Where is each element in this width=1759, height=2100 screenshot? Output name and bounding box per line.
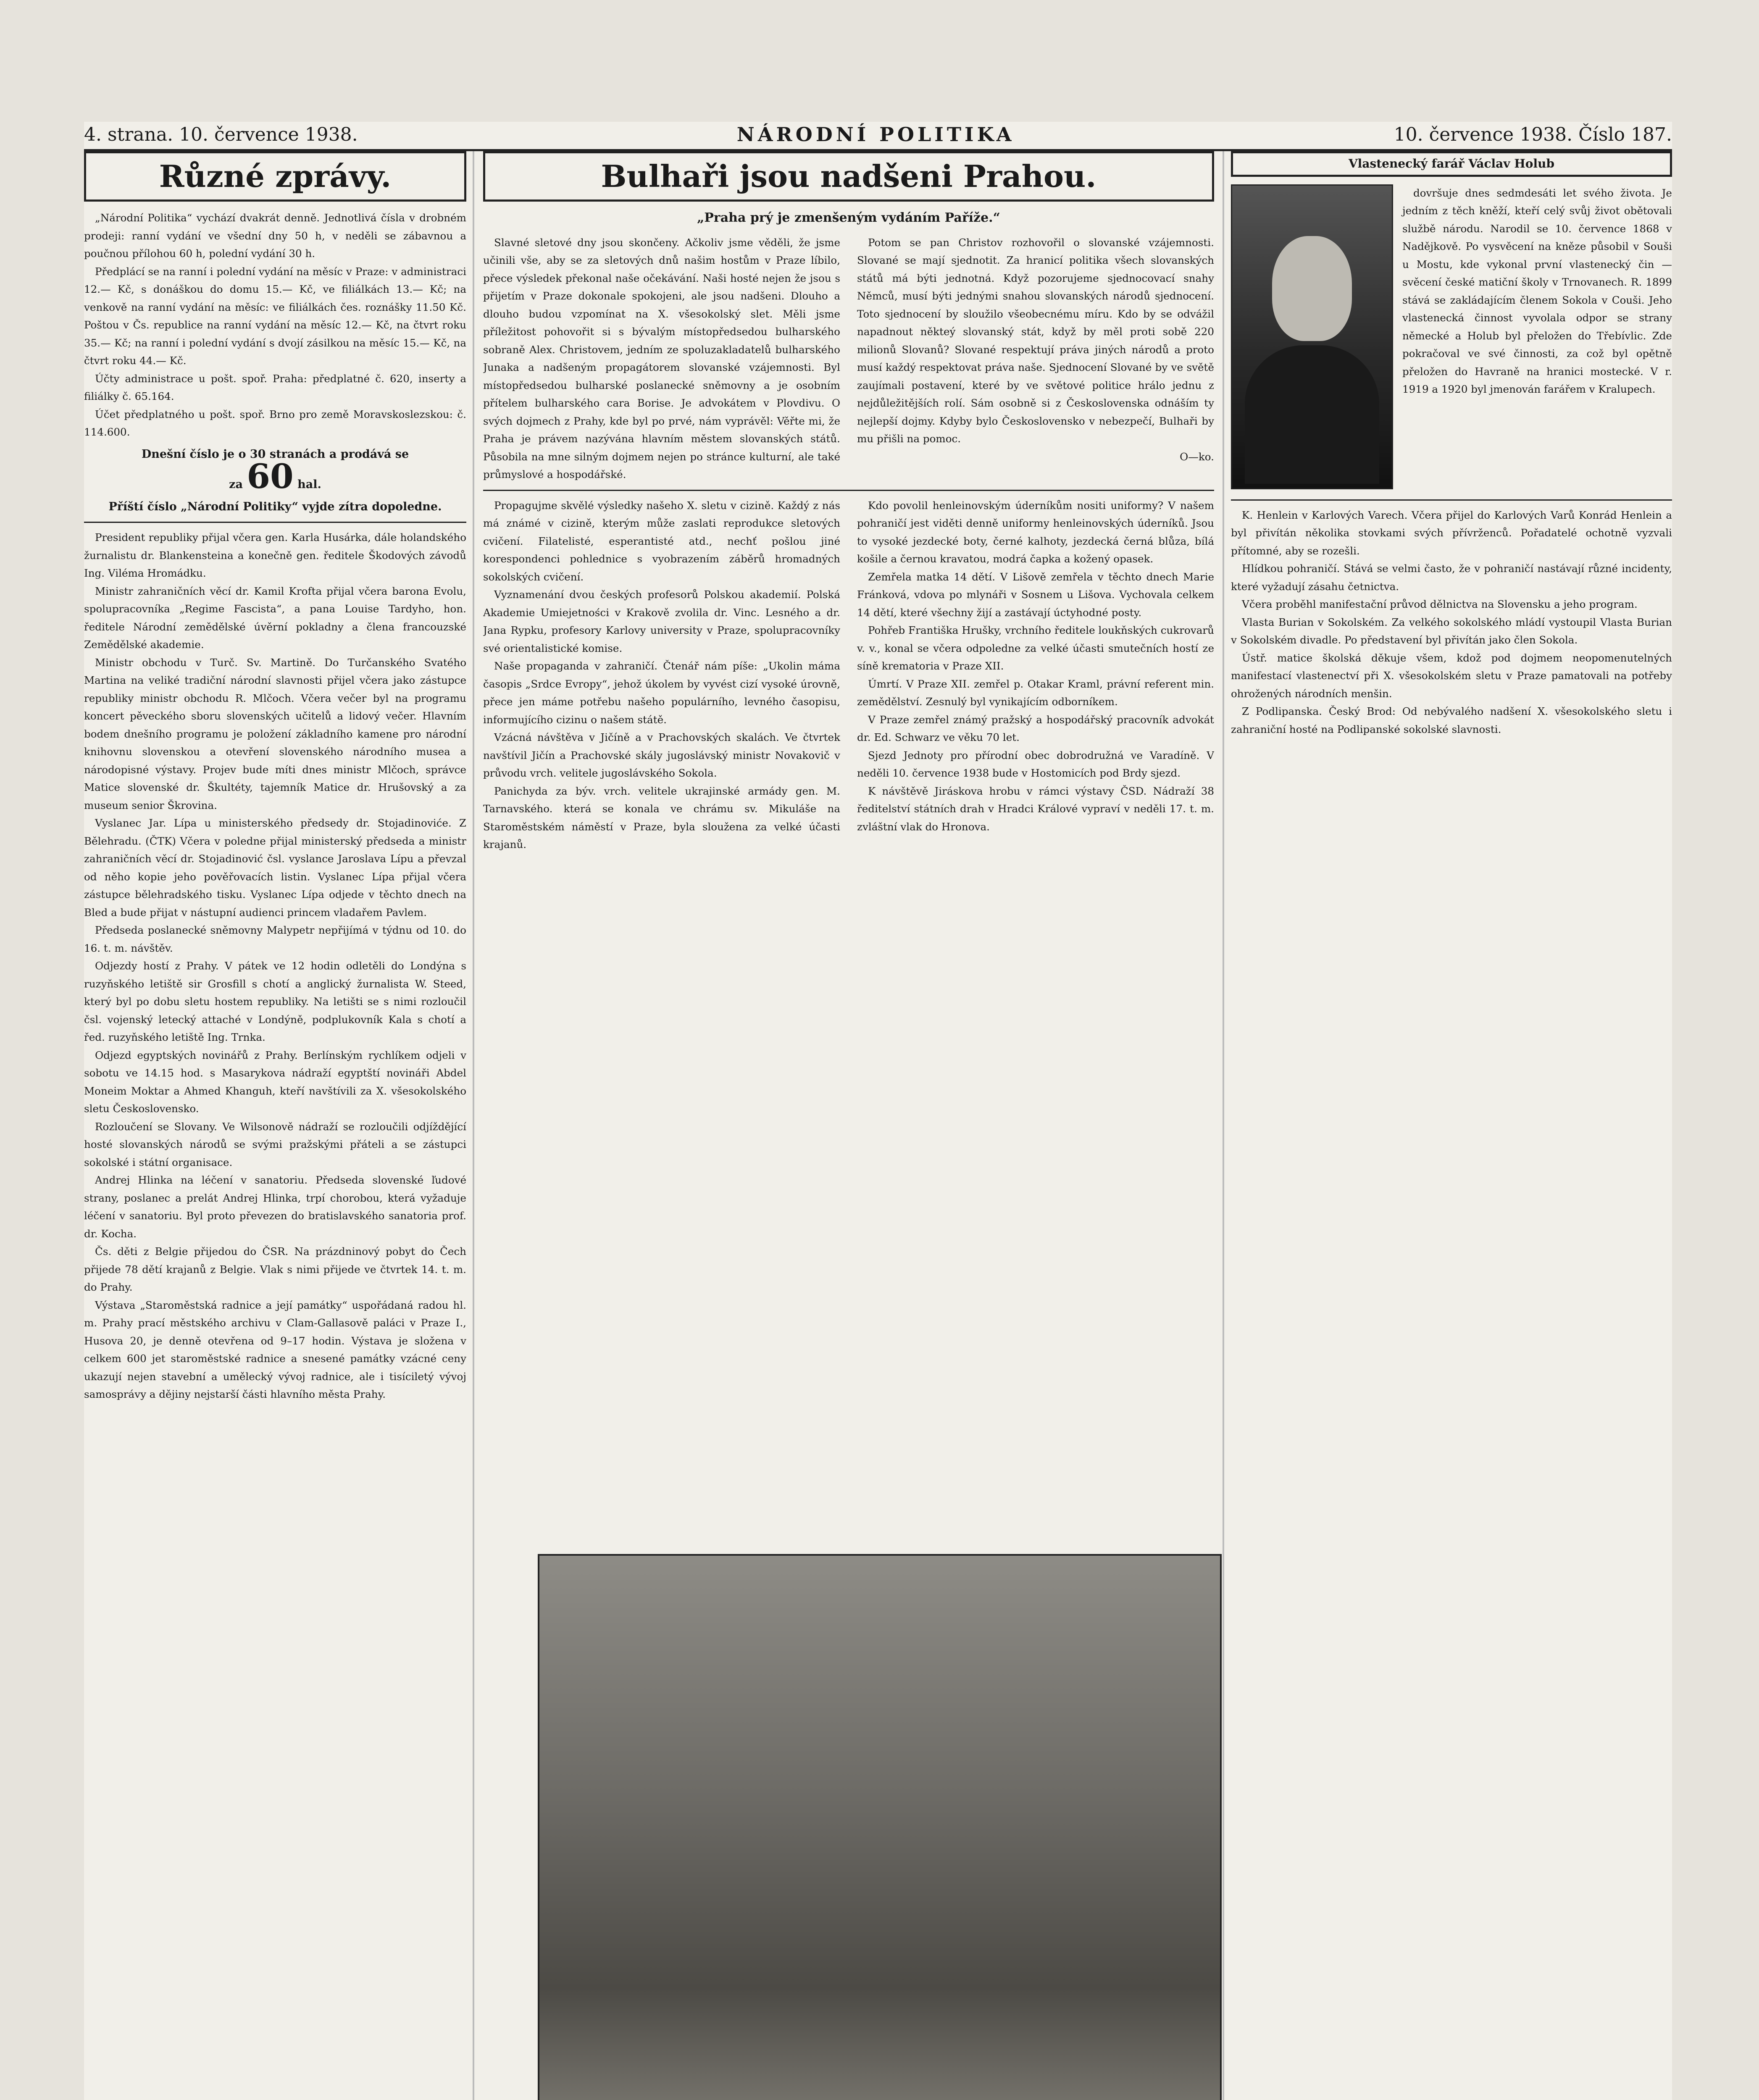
news-item: Naše propaganda v zahraničí. Čtenář nám píše: „Ukolin máma časopis „Srdce Evropy“, jehož úkolem by vyvést cizí vysoké úrovně, přece jen máme potřebu našeho populárního, levného časopisu, informujícího cizinu o našem státě. [483, 660, 840, 726]
divider [483, 490, 1214, 491]
masthead-left: 4. strana. 10. července 1938. [84, 123, 358, 145]
article-paragraph: Potom se pan Christov rozhovořil o slovanské vzájemnosti. Slované se mají sjednotit. Za hranicí politika všech slovanských států má býti jednotná. Když pozorujeme sjednocovací snahy Němců, musí býti jednými snahou slovanských národů sjednocení. Toto sjednocení by sloužilo všeobecnému míru. Kdo by se odvážil napadnout někteý slovanský stát, když by měl proti sobě 220 milionů Slovanů? Slované respektují práva jiných národů a proto musí každý respektovat práva naše. Sjednocení Slované by ve světě zaujímali postavení, které by ve světové politice hrálo jednu z nejdůležitějších rolí. Sám osobně si z Československa odnáším ty nejlepší dojmy. Kdyby bylo Československo v nebezpečí, Bulhaři by mu přišli na pomoc. [857, 236, 1214, 445]
news-item: Rozloučení se Slovany. Ve Wilsonově nádraží se rozloučili odjíždějící hosté slovanských národů se svými pražskými přáteli a se zástupci sokolské i státní organisace. [84, 1120, 466, 1168]
article-heading: Bulhaři jsou nadšeni Prahou. [601, 158, 1096, 194]
news-item: V Praze zemřel známý pražský a hospodářský pracovník advokát dr. Ed. Schwarz ve věku 70 let. [857, 713, 1214, 743]
next-issue-note: Příští číslo „Národní Politiky“ vyjde zítra dopoledne. [108, 500, 442, 513]
paragraph: Účet předplatného u pošt. spoř. Brno pro země Moravskoslezskou: č. 114.600. [84, 408, 466, 438]
price-unit: hal. [297, 478, 321, 491]
news-item: Z Podlipanska. Český Brod: Od nebývalého nadšení X. všesokolského sletu i zahraniční hosté na Podlipanské sokolské slavnosti. [1231, 705, 1672, 735]
news-item: Ministr obchodu v Turč. Sv. Martině. Do Turčanského Svatého Martina na veliké tradiční národní slavnosti přijel včera jako zástupce republiky ministr obchodu R. Mlčoch. Včera večer byl na programu koncert pěveckého sboru slovenských učitelů a lidový večer. Hlavním bodem dnešního programu je položení základního kamene pro národní knihovnu slovenskou a otevření slovenského národního musea a národopisné výstavy. Projev bude míti dnes ministr Mlčoch, správce Matice slovenské dr. Škultéty, tajemník Matice dr. Hrušovský a za museum senior Škrovina. [84, 656, 466, 811]
news-item: Odjezdy hostí z Prahy. V pátek ve 12 hodin odletěli do Londýna s ruzyňského letiště sir Grosfill s chotí a anglický žurnalista W. Steed, který byl po dobu sletu hostem republiky. Na letišti se s nimi rozloučil čsl. vojenský letecký attaché v Londýně, podplukovník Kala s chotí a řed. ruzyňského letiště Ing. Trnka. [84, 960, 466, 1043]
column-rule [473, 151, 474, 2100]
section-heading-box [84, 151, 466, 202]
masthead-title: NÁRODNÍ POLITIKA [736, 123, 1015, 146]
article-paragraph: Slavné sletové dny jsou skončeny. Ačkoliv jsme věděli, že jsme učinili vše, aby se za sletových dnů našim hostům v Praze líbilo, přece výsledek překonal naše očekávání. Naši hosté nejen že jsou s přijetím v Praze dokonale spokojeni, ale jsou nadšeni. Dlouho a dlouho budou vzpomínat na X. všesokolský slet. Měli jsme příležitost pohovořit si s bývalým místopředsedou bulharského sobraně Alex. Christovem, jedním ze spoluzakladatelů bulharského Junaka a nadšeným propagátorem slovanské vzájemnosti. Byl místopředsedou bulharské poslanecké sněmovny a je osobním přítelem bulharského cara Borise. Je advokátem v Plovdivu. O svých dojmech z Prahy, kde byl po prvé, nám vyprávěl: Věřte mi, že Praha je právem nazývána hlavním městem slovanských států. Působila na mne silným dojmem nejen po stránce kulturní, ale také průmyslové a hospodářské. [483, 236, 840, 480]
article-right-column [857, 234, 1214, 484]
article-signature: O—ko. [1180, 450, 1214, 463]
masthead-right: 10. července 1938. Číslo 187. [1394, 123, 1672, 145]
news-item: Předseda poslanecké sněmovny Malypetr nepřijímá v týdnu od 10. do 16. t. m. návštěv. [84, 924, 466, 954]
price-number: 60 [247, 457, 294, 496]
short-news-left [483, 497, 840, 854]
price-prefix: za [229, 478, 243, 491]
news-item: Vzácná návštěva v Jičíně a v Prachovských skalách. Ve čtvrtek navštívil Jičín a Prachovské skály jugoslávský ministr Novakovič v průvodu vrch. velitele jugoslávského Sokola. [483, 731, 840, 779]
today-pages: Dnešní číslo je o 30 stranách a prodává se [141, 447, 409, 461]
priest-article: dovršuje dnes sedmdesáti let svého života. Je jedním z těch kněží, kteří celý svůj život obětovali službě národu. Narodil se 10. července 1868 v Nadějkově. Po vysvěcení na kněze působil v Souši u Mostu, kde vykonal první vlastenecký čin — svěcení české matiční školy v Trnovanech. R. 1899 stává se zakládajícím členem Sokola v Couši. Jeho vlastenecká činnost vyvolala odpor se strany německé a Holub byl přeložen do Třebívlic. Zde pokračoval ve své činnosti, za což byl opětně přeložen do Havraně na hranici mostecké. V r. 1919 a 1920 byl jmenován farářem v Kralupech. [1402, 186, 1672, 395]
news-item: Vyslanec Jar. Lípa u ministerského předsedy dr. Stojadinoviće. Z Bělehradu. (ČTK) Včera v poledne přijal ministerský předseda a ministr zahraničních věcí dr. Stojadinović čsl. vyslance Jaroslava Lípu a převzal od něho kopie jeho pověřovacích listin. Vyslanec Lípa přijal včera zástupce bělehradského tisku. Vyslanec Lípa odjede v těchto dnech na Bled a bude přijat v nástupní audienci princem vladařem Pavlem. [84, 817, 466, 919]
news-item: Čs. děti z Belgie přijedou do ČSR. Na prázdninový pobyt do Čech přijede 78 dětí krajanů z Belgie. Vlak s nimi přijede ve čtvrtek 14. t. m. do Prahy. [84, 1245, 466, 1293]
news-item: Zemřela matka 14 dětí. V Lišově zemřela v těchto dnech Marie Fránková, vdova po mlynáři v Sosnem u Lišova. Vychovala celkem 14 dětí, které všechny žijí a zastávají úctyhodné posty. [857, 570, 1214, 619]
news-item: Kdo povolil henleinovským úderníkům nositi uniformy? V našem pohraničí jest viděti denně uniformy henleinovských úderníků. Jsou to vysoké jezdecké boty, černé kalhoty, jezdecká černá blůza, bílá košile a černou kravatou, modrá čapka a kožený opasek. [857, 499, 1214, 565]
news-item: Sjezd Jednoty pro přírodní obec dobrodružná ve Varadíně. V neděli 10. července 1938 bude v Hostomicích pod Brdy sjezd. [857, 749, 1214, 779]
portrait-face [1272, 236, 1352, 341]
article-left-column [483, 234, 840, 484]
news-item: Hlídkou pohraničí. Stává se velmi často, že v pohraničí nastávají různé incidenty, které vyžadují zásahu četnictva. [1231, 562, 1672, 593]
news-item: Ústř. matice školská děkuje všem, kdož pod dojmem neopomenutelných manifestací vlastenectví při X. všesokolském sletu v Praze pamatovali na potřeby ohrožených národních menšin. [1231, 651, 1672, 700]
column-various-news [84, 151, 466, 2100]
news-item: Panichyda za býv. vrch. velitele ukrajinské armády gen. M. Tarnavského. která se konala ve chrámu sv. Mikuláše na Staroměstském náměstí v Praze, byla sloužena za velké účasti krajanů. [483, 785, 840, 850]
news-item: President republiky přijal včera gen. Karla Husárka, dále holandského žurnalistu dr. Blankensteina a konečně gen. ředitele Škodových závodů Ing. Viléma Hromádku. [84, 531, 466, 579]
news-item: Výstava „Staroměstská radnice a její památky“ uspořádaná radou hl. m. Prahy prací městského archivu v Clam-Gallasově paláci v Praze I., Husova 20, je denně otevřena od 9–17 hodin. Výstava je složena v celkem 600 jet staroměstské radnice a snesené památky vzácné ceny ukazují nejen stavební a umělecký vývoj radnice, ale i tisíciletý vývoj samosprávy a dějiny nejstarší části hlavního města Prahy. [84, 1299, 466, 1400]
column-rule [1223, 151, 1224, 2100]
short-news-right [857, 497, 1214, 854]
portrait-coat [1245, 345, 1379, 484]
article-subheading: „Praha prý je zmenšeným vydáním Paříže.“ [697, 210, 1000, 225]
pilgrimage-photo [538, 1554, 1222, 2100]
article-heading-box [483, 151, 1214, 202]
priest-heading-box [1231, 151, 1672, 177]
news-item: Propagujme skvělé výsledky našeho X. sletu v cizině. Každý z nás má známé v cizině, kterým může zaslati reprodukce sletových cvičení. Filatelisté, esperantisté atd., nechť pošlou jiné korespondenci pohlednice s vyobrazením záběrů hromadných sokolských cvičení. [483, 499, 840, 583]
news-item: K návštěvě Jiráskova hrobu v rámci výstavy ČSD. Nádraží 38 ředitelství státních drah v Hradci Králové vypraví v neděli 17. t. m. zvláštní vlak do Hronova. [857, 785, 1214, 833]
column-bulgarians-article [483, 151, 1214, 1588]
news-item: Pohřeb Františka Hrušky, vrchního ředitele loukňských cukrovarů v. v., konal se včera odpoledne za velké účasti smutečních hostí ze síně krematoria v Praze XII. [857, 624, 1214, 672]
news-item: Vyznamenání dvou českých profesorů Polskou akademií. Polská Akademie Umiejetności v Krakově zvolila dr. Vinc. Lesného a dr. Jana Rypku, profesory Karlovy university v Praze, spolupracovníky své orientalistické komise. [483, 588, 840, 654]
column-right [1231, 151, 1672, 2100]
news-item: Ministr zahraničních věcí dr. Kamil Krofta přijal včera barona Evolu, spolupracovníka „Regime Fascista“, a pana Louise Tardyho, hon. ředitele Národní zemědělské úvěrní pokladny a člena francouzské Zemědělské akademie. [84, 585, 466, 651]
paragraph: Účty administrace u pošt. spoř. Praha: předplatné č. 620, inserty a filiálky č. 65.164. [84, 372, 466, 402]
masthead [84, 120, 1672, 151]
news-item: Odjezd egyptských novinářů z Prahy. Berlínským rychlíkem odjeli v sobotu ve 14.15 hod. s Masarykova nádraží egyptští novináři Abdel Moneim Moktar a Ahmed Khanguh, kteří navštívili za X. všesokolského sletu Československo. [84, 1049, 466, 1115]
news-item: K. Henlein v Karlových Varech. Včera přijel do Karlových Varů Konrád Henlein a byl přivítán několika stovkami svých přívrženců. Pořadatelé ochotně vyzvali přítomné, aby se rozešli. [1231, 509, 1672, 557]
short-news [483, 497, 1214, 854]
portrait-photo [1231, 184, 1393, 489]
paragraph: „Národní Politika“ vychází dvakrát denně. Jednotlivá čísla v drobném prodeji: ranní vydání ve všední dny 50 h, v neděli se zábavnou a poučnou přílohou 60 h, polední vydání 30 h. [84, 212, 466, 260]
paragraph: Předplácí se na ranní i polední vydání na měsíc v Praze: v administraci 12.— Kč, s donáškou do domu 15.— Kč, ve filiálkách 13.— Kč; na venkově na ranní vydání na měsíc: ve filiálkách čes. roznášky 11.50 Kč. Poštou v Čs. republice na ranní vydání na měsíc 12.— Kč, na čtvrt roku 35.— Kč; na ranní i polední vydání s dvojí zásilkou na měsíc 15.— Kč, na čtvrt roku 44.— Kč. [84, 265, 466, 367]
divider [84, 522, 466, 523]
news-item: Včera proběhl manifestační průvod dělnictva na Slovensku a jeho program. [1242, 598, 1638, 610]
news-item: Andrej Hlinka na léčení v sanatoriu. Předseda slovenské ľudové strany, poslanec a prelát Andrej Hlinka, trpí chorobou, která vyžaduje léčení v sanatoriu. Byl proto převezen do bratislavského sanatoria prof. dr. Kocha. [84, 1174, 466, 1240]
priest-heading: Vlastenecký farář Václav Holub [1348, 157, 1555, 171]
news-item: Vlasta Burian v Sokolském. Za velkého sokolského mládí vystoupil Vlasta Burian v Sokolském divadle. Po představení byl přivítán jako člen Sokola. [1231, 616, 1672, 646]
section-heading: Různé zprávy. [159, 158, 392, 194]
news-item: Úmrtí. V Praze XII. zemřel p. Otakar Kraml, právní referent min. zemědělství. Zesnulý byl vynikajícím odborníkem. [857, 677, 1214, 708]
price-line [84, 457, 466, 496]
divider [1231, 499, 1672, 501]
article-body [483, 234, 1214, 484]
